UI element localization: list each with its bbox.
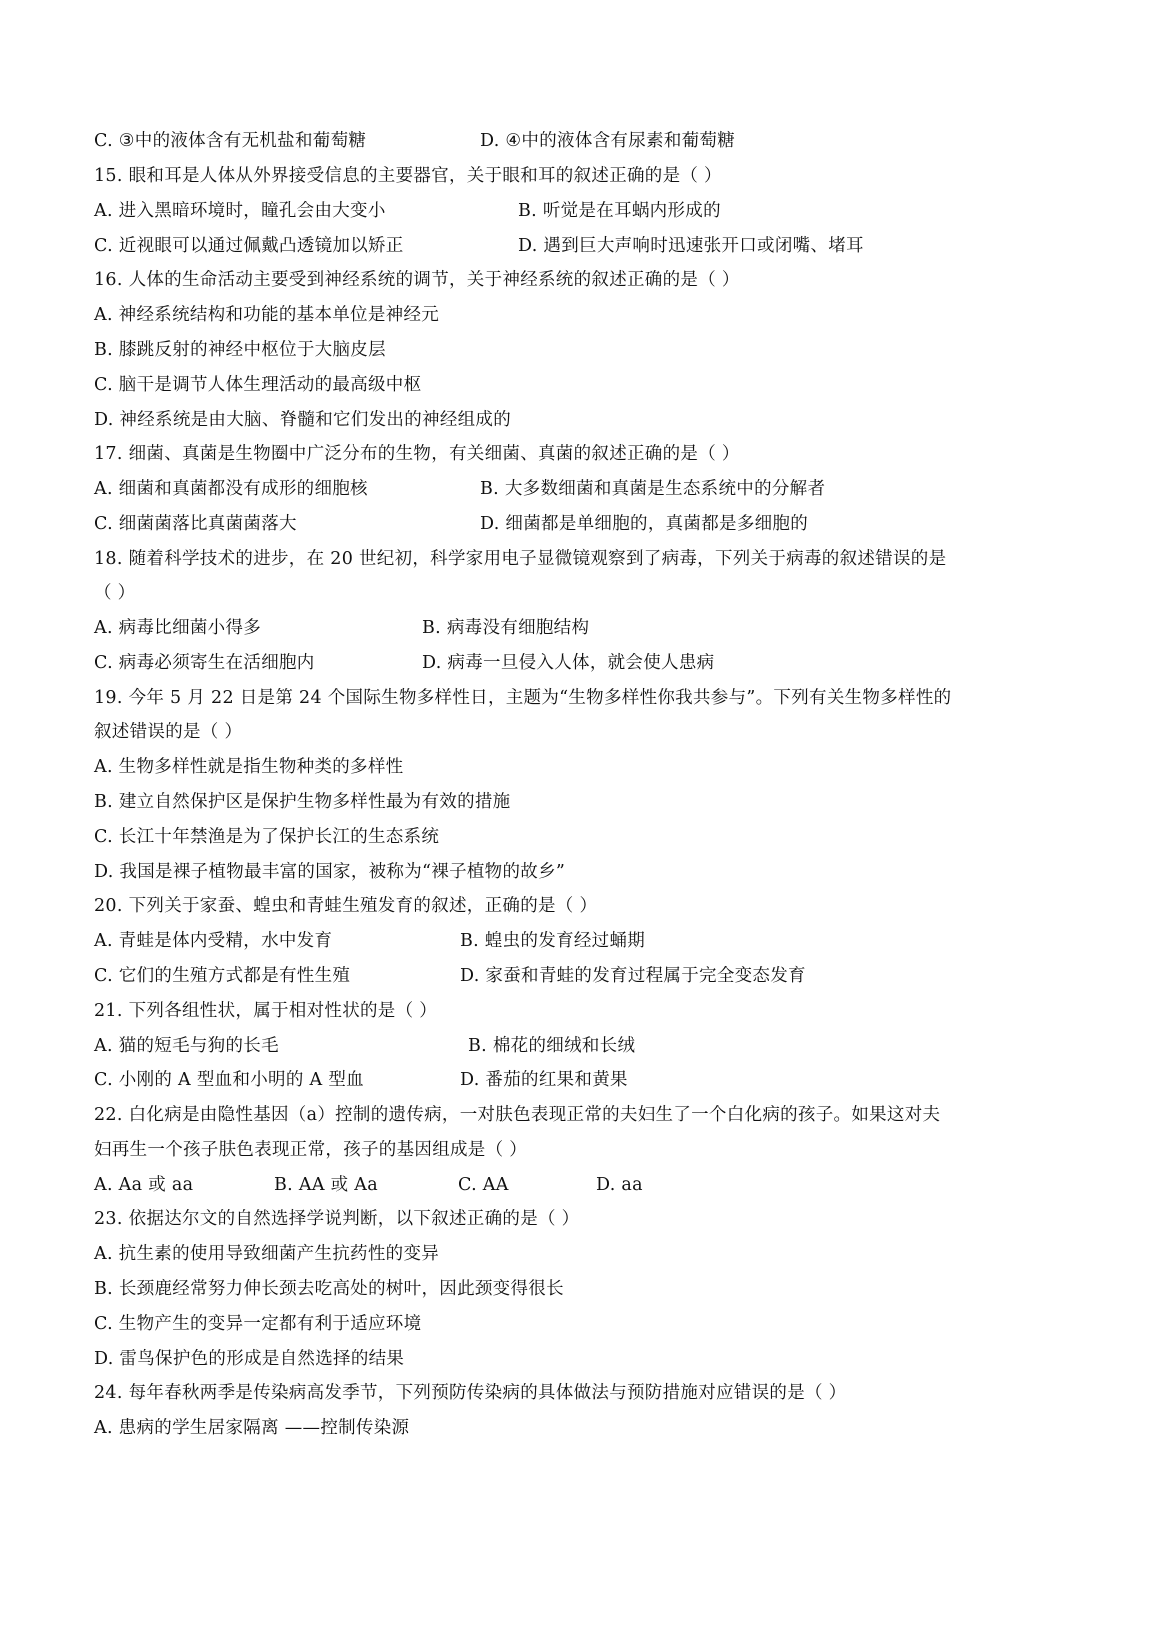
option-c: C. 细菌菌落比真菌菌落大 xyxy=(94,514,297,534)
question-21-options-cd xyxy=(94,1063,1098,1097)
question-16-option-d: D. 神经系统是由大脑、脊髓和它们发出的神经组成的 xyxy=(94,410,512,430)
question-17-options-cd xyxy=(94,507,1098,541)
question-24-stem: 24. 每年春秋两季是传染病高发季节，下列预防传染病的具体做法与预防措施对应错误的是（ ） xyxy=(94,1383,847,1403)
question-20-options-ab xyxy=(94,924,1098,958)
question-18-options-cd xyxy=(94,646,1098,680)
question-18-answer-blank: （ ） xyxy=(94,583,136,603)
option-c: C. 小刚的 A 型血和小明的 A 型血 xyxy=(94,1070,364,1090)
option-a: A. Aa 或 aa xyxy=(94,1175,194,1195)
option-a: A. 猫的短毛与狗的长毛 xyxy=(94,1036,279,1056)
question-19-option-c: C. 长江十年禁渔是为了保护长江的生态系统 xyxy=(94,827,440,847)
option-d: D. aa xyxy=(596,1175,643,1195)
question-17-options-ab xyxy=(94,472,1098,506)
question-15-stem: 15. 眼和耳是人体从外界接受信息的主要器官，关于眼和耳的叙述正确的是（ ） xyxy=(94,166,722,186)
question-23-option-b: B. 长颈鹿经常努力伸长颈去吃高处的树叶，因此颈变得很长 xyxy=(94,1279,564,1299)
question-22-stem-continued: 妇再生一个孩子肤色表现正常，孩子的基因组成是（ ） xyxy=(94,1140,528,1160)
question-19-option-a: A. 生物多样性就是指生物种类的多样性 xyxy=(94,757,404,777)
question-16-stem: 16. 人体的生命活动主要受到神经系统的调节，关于神经系统的叙述正确的是（ ） xyxy=(94,270,740,290)
option-c: C. ③中的液体含有无机盐和葡萄糖 xyxy=(94,131,367,151)
question-15-options-cd xyxy=(94,229,1098,263)
option-a: A. 病毒比细菌小得多 xyxy=(94,618,262,638)
question-17-stem: 17. 细菌、真菌是生物圈中广泛分布的生物，有关细菌、真菌的叙述正确的是（ ） xyxy=(94,444,740,464)
question-23-stem: 23. 依据达尔文的自然选择学说判断，以下叙述正确的是（ ） xyxy=(94,1209,580,1229)
option-a: A. 细菌和真菌都没有成形的细胞核 xyxy=(94,479,368,499)
option-d: D. 番茄的红果和黄果 xyxy=(460,1070,628,1090)
question-24-option-a: A. 患病的学生居家隔离 ——控制传染源 xyxy=(94,1418,410,1438)
option-c: C. 病毒必须寄生在活细胞内 xyxy=(94,653,315,673)
option-d: D. ④中的液体含有尿素和葡萄糖 xyxy=(480,131,736,151)
question-18-stem: 18. 随着科学技术的进步，在 20 世纪初，科学家用电子显微镜观察到了病毒，下列关于病毒的叙述错误的是 xyxy=(94,549,947,569)
question-18-options-ab xyxy=(94,611,1098,645)
option-b: B. 蝗虫的发育经过蛹期 xyxy=(460,931,646,951)
option-a: A. 进入黑暗环境时，瞳孔会由大变小 xyxy=(94,201,386,221)
option-d: D. 遇到巨大声响时迅速张开口或闭嘴、堵耳 xyxy=(518,236,864,256)
option-c: C. 它们的生殖方式都是有性生殖 xyxy=(94,966,351,986)
question-16-option-b: B. 膝跳反射的神经中枢位于大脑皮层 xyxy=(94,340,386,360)
question-22-options xyxy=(94,1168,1098,1202)
question-16-option-a: A. 神经系统结构和功能的基本单位是神经元 xyxy=(94,305,440,325)
option-b: B. AA 或 Aa xyxy=(274,1175,378,1195)
question-23-option-d: D. 雷鸟保护色的形成是自然选择的结果 xyxy=(94,1349,405,1369)
question-16-option-c: C. 脑干是调节人体生理活动的最高级中枢 xyxy=(94,375,422,395)
question-20-stem: 20. 下列关于家蚕、蝗虫和青蛙生殖发育的叙述，正确的是（ ） xyxy=(94,896,598,916)
question-15-options-ab xyxy=(94,194,1098,228)
option-b: B. 听觉是在耳蜗内形成的 xyxy=(518,201,721,221)
option-a: A. 青蛙是体内受精，水中发育 xyxy=(94,931,333,951)
option-b: B. 棉花的细绒和长绒 xyxy=(468,1036,636,1056)
question-21-options-ab xyxy=(94,1029,1098,1063)
question-14-options-cd xyxy=(94,124,1098,158)
question-23-option-c: C. 生物产生的变异一定都有利于适应环境 xyxy=(94,1314,422,1334)
question-23-option-a: A. 抗生素的使用导致细菌产生抗药性的变异 xyxy=(94,1244,440,1264)
question-22-stem: 22. 白化病是由隐性基因（a）控制的遗传病，一对肤色表现正常的夫妇生了一个白化病的孩子。如果这对夫 xyxy=(94,1105,941,1125)
option-c: C. AA xyxy=(458,1175,509,1195)
question-19-option-d: D. 我国是裸子植物最丰富的国家，被称为“裸子植物的故乡” xyxy=(94,862,566,882)
option-b: B. 病毒没有细胞结构 xyxy=(422,618,590,638)
option-d: D. 家蚕和青蛙的发育过程属于完全变态发育 xyxy=(460,966,806,986)
option-b: B. 大多数细菌和真菌是生态系统中的分解者 xyxy=(480,479,826,499)
question-21-stem: 21. 下列各组性状，属于相对性状的是（ ） xyxy=(94,1001,438,1021)
question-19-stem-continued: 叙述错误的是（ ） xyxy=(94,722,243,742)
option-d: D. 细菌都是单细胞的，真菌都是多细胞的 xyxy=(480,514,809,534)
question-19-stem: 19. 今年 5 月 22 日是第 24 个国际生物多样性日，主题为“生物多样性你我共参与”。下列有关生物多样性的 xyxy=(94,688,952,708)
option-c: C. 近视眼可以通过佩戴凸透镜加以矫正 xyxy=(94,236,404,256)
option-d: D. 病毒一旦侵入人体，就会使人患病 xyxy=(422,653,715,673)
question-19-option-b: B. 建立自然保护区是保护生物多样性最为有效的措施 xyxy=(94,792,511,812)
question-20-options-cd xyxy=(94,959,1098,993)
